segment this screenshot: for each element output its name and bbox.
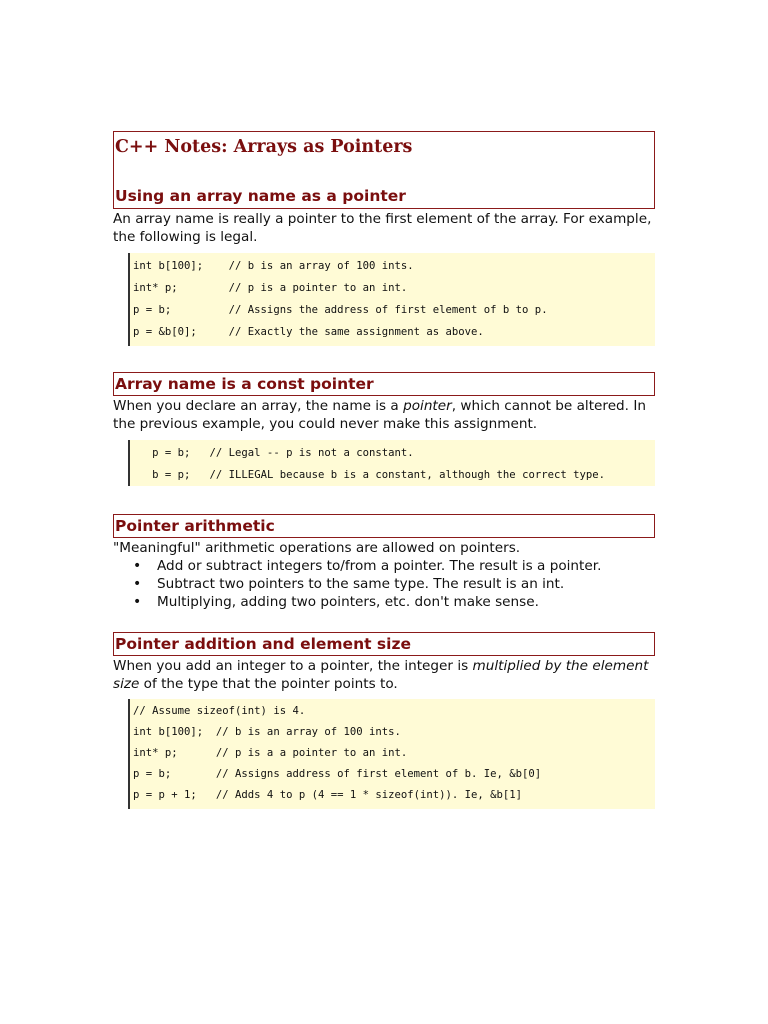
code-line: p = p + 1; // Adds 4 to p (4 == 1 * sizeof(int)). Ie, &b[1] (133, 789, 523, 801)
section-heading-box (113, 632, 655, 656)
section-heading-pointer-arithmetic: Pointer arithmetic (115, 517, 275, 535)
code-line: b = p; // ILLEGAL because b is a constant, although the correct type. (133, 469, 605, 481)
code-line: // Assume sizeof(int) is 4. (133, 705, 306, 717)
section-heading-box (113, 372, 655, 396)
code-line: int b[100]; // b is an array of 100 ints. (133, 260, 414, 272)
document-page (113, 131, 655, 809)
section-1-paragraph: An array name is really a pointer to the first element of the array. For example, the following is legal. (113, 211, 652, 245)
section-heading-const-pointer: Array name is a const pointer (115, 375, 374, 393)
list-item: • Add or subtract integers to/from a pointer. The result is a pointer. (157, 557, 655, 575)
para-emphasis: multiplied by the element size (113, 658, 649, 692)
code-line: p = &b[0]; // Exactly the same assignment as above. (133, 326, 484, 338)
code-line: int b[100]; // b is an array of 100 ints. (133, 726, 401, 738)
code-line: p = b; // Assigns address of first element of b. Ie, &b[0] (133, 768, 542, 780)
title-box (113, 131, 655, 209)
code-line: p = b; // Legal -- p is not a constant. (133, 447, 414, 459)
section-heading-array-name-pointer: Using an array name as a pointer (115, 187, 406, 205)
code-line: p = b; // Assigns the address of first element of b to p. (133, 304, 548, 316)
section-2-code-block (128, 440, 655, 486)
code-line: int* p; // p is a a pointer to an int. (133, 747, 408, 759)
section-3-paragraph: "Meaningful" arithmetic operations are allowed on pointers. (113, 540, 521, 556)
section-4-code-block (128, 699, 655, 809)
section-heading-box (113, 514, 655, 538)
para-text: When you add an integer to a pointer, the integer is (113, 658, 473, 674)
para-emphasis: pointer (403, 398, 452, 414)
list-item: • Subtract two pointers to the same type. The result is an int. (157, 575, 655, 593)
para-text: , which cannot be altered. In the previous example, you could never make this assignment. (113, 398, 646, 432)
code-line: int* p; // p is a pointer to an int. (133, 282, 408, 294)
section-heading-element-size: Pointer addition and element size (115, 635, 411, 653)
section-1-code-block (128, 253, 655, 346)
page-title: C++ Notes: Arrays as Pointers (115, 137, 413, 157)
section-4-paragraph (113, 657, 655, 693)
list-item: • Multiplying, adding two pointers, etc. don't make sense. (157, 593, 655, 611)
arithmetic-bullet-list (113, 557, 655, 611)
section-2-paragraph (113, 397, 655, 433)
para-text: of the type that the pointer points to. (139, 676, 398, 692)
para-text: When you declare an array, the name is a (113, 398, 404, 414)
